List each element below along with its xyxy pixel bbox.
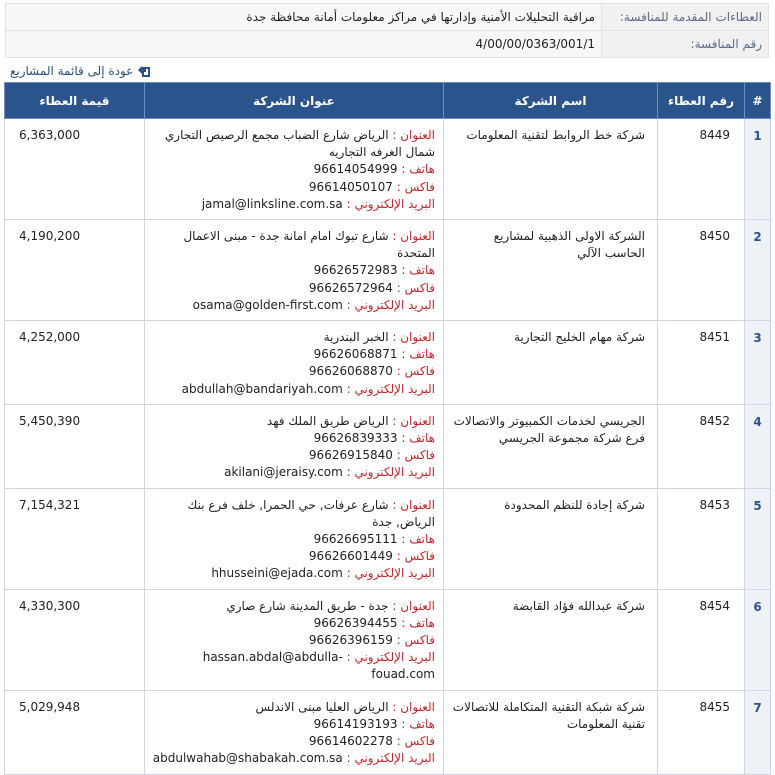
col-header-company-name[interactable]: اسم الشركة (444, 83, 658, 119)
address-value: شارع تبوك امام امانة جدة - مبنى الاعمال المتحدة (183, 229, 435, 261)
email-value: akilani@jeraisy.com (224, 465, 343, 480)
table-row (5, 321, 771, 405)
offers-row (6, 4, 769, 31)
fax-label: فاكس : (396, 280, 435, 295)
email-label: البريد الإلكتروني : (346, 196, 435, 211)
table-row (5, 690, 771, 774)
address-value: الخبر البندرية (323, 330, 389, 345)
email-line (151, 297, 435, 314)
bid-value: 5,029,948 (5, 690, 145, 774)
company-name: شركة شبكة التقنية المتكاملة للاتصالات تقنية المعلومات (444, 690, 658, 774)
email-label: البريد الإلكتروني : (346, 381, 435, 396)
email-value: hhusseini@ejada.com (211, 566, 343, 581)
tender-info-table (5, 3, 769, 58)
phone-line (151, 161, 435, 178)
email-label: البريد الإلكتروني : (346, 297, 435, 312)
phone-label: هاتف : (401, 347, 435, 362)
phone-line (151, 430, 435, 447)
address-label: العنوان : (392, 598, 435, 613)
phone-line (151, 346, 435, 363)
address-label: العنوان : (392, 497, 435, 512)
company-name: الشركة الاولى الذهبية لمشاريع الحاسب الآلي (444, 220, 658, 321)
phone-label: هاتف : (401, 431, 435, 446)
bid-number: 8449 (658, 119, 745, 220)
phone-line (151, 615, 435, 632)
fax-line (151, 363, 435, 380)
company-address (145, 690, 444, 774)
email-value: abdulwahab@shabakah.com.sa (152, 751, 343, 766)
table-row (5, 589, 771, 690)
phone-line (151, 531, 435, 548)
phone-label: هاتف : (401, 615, 435, 630)
fax-value: 96626915840 (308, 448, 393, 463)
email-value: hassan.abdal@abdulla-fouad.com (202, 650, 435, 682)
phone-value: 96626572983 (313, 263, 398, 278)
tender-number-row (6, 31, 769, 58)
fax-line (151, 280, 435, 297)
bid-number: 8451 (658, 321, 745, 405)
row-index: 4 (745, 404, 771, 488)
row-index: 5 (745, 488, 771, 589)
phone-line (151, 262, 435, 279)
table-row (5, 404, 771, 488)
company-address (145, 589, 444, 690)
phone-label: هاتف : (401, 263, 435, 278)
email-value: osama@golden-first.com (192, 297, 343, 312)
tender-number-label: رقم المنافسة: (602, 31, 769, 58)
fax-value: 96614602278 (308, 734, 393, 749)
address-label: العنوان : (392, 330, 435, 345)
col-header-index[interactable]: # (745, 83, 771, 119)
fax-line (151, 733, 435, 750)
bid-value: 4,252,000 (5, 321, 145, 405)
fax-line (151, 632, 435, 649)
bid-number: 8453 (658, 488, 745, 589)
bid-number: 8455 (658, 690, 745, 774)
fax-label: فاكس : (396, 179, 435, 194)
row-index: 6 (745, 589, 771, 690)
phone-label: هاتف : (401, 716, 435, 731)
table-row (5, 220, 771, 321)
back-link-label[interactable]: عودة إلى قائمة المشاريع (10, 64, 134, 78)
address-line (151, 228, 435, 262)
address-line (151, 497, 435, 531)
email-line (151, 381, 435, 398)
phone-value: 96626394455 (313, 615, 398, 630)
row-index: 2 (745, 220, 771, 321)
bid-value: 6,363,000 (5, 119, 145, 220)
table-row (5, 119, 771, 220)
bids-table (4, 82, 771, 775)
phone-value: 96626695111 (313, 532, 398, 547)
company-address (145, 488, 444, 589)
phone-value: 96614054999 (313, 162, 398, 177)
address-value: الرياض شارع الضباب مجمع الرصيص التجاري شمال الغرفه التجاريه (164, 128, 435, 160)
col-header-bid-value[interactable]: قيمة العطاء (5, 83, 145, 119)
email-value: abdullah@bandariyah.com (181, 381, 343, 396)
email-label: البريد الإلكتروني : (346, 566, 435, 581)
phone-line (151, 716, 435, 733)
address-line (151, 413, 435, 430)
company-address (145, 404, 444, 488)
address-label: العنوان : (392, 413, 435, 428)
company-address (145, 321, 444, 405)
fax-value: 96626601449 (308, 549, 393, 564)
address-line (151, 127, 435, 161)
company-name: شركة خط الروابط لتقنية المعلومات (444, 119, 658, 220)
fax-value: 96626396159 (308, 633, 393, 648)
email-label: البريد الإلكتروني : (346, 650, 435, 665)
address-line (151, 329, 435, 346)
phone-value: 96626068871 (313, 347, 398, 362)
phone-label: هاتف : (401, 162, 435, 177)
email-value: jamal@linksline.com.sa (201, 196, 343, 211)
fax-label: فاكس : (396, 734, 435, 749)
email-label: البريد الإلكتروني : (346, 751, 435, 766)
email-label: البريد الإلكتروني : (346, 465, 435, 480)
fax-label: فاكس : (396, 549, 435, 564)
address-line (151, 699, 435, 716)
fax-value: 96626572964 (308, 280, 393, 295)
bid-number: 8454 (658, 589, 745, 690)
address-line (151, 598, 435, 615)
fax-line (151, 548, 435, 565)
row-index: 7 (745, 690, 771, 774)
company-name: الجريسي لخدمات الكمبيوتر والاتصالات فرع شركة مجموعة الجريسي (444, 404, 658, 488)
email-line (151, 649, 435, 683)
fax-value: 96626068870 (308, 364, 393, 379)
fax-value: 96614050107 (308, 179, 393, 194)
company-address (145, 119, 444, 220)
col-header-company-address[interactable]: عنوان الشركة (145, 83, 444, 119)
bid-number: 8450 (658, 220, 745, 321)
address-value: جدة - طريق المدينة شارع صاري (226, 598, 389, 613)
table-row (5, 488, 771, 589)
bid-value: 7,154,321 (5, 488, 145, 589)
table-header-row (5, 83, 771, 119)
email-line (151, 750, 435, 767)
address-value: الرياض العليا مبنى الاندلس (255, 699, 389, 714)
fax-label: فاكس : (396, 633, 435, 648)
company-address (145, 220, 444, 321)
bid-value: 4,330,300 (5, 589, 145, 690)
bid-value: 5,450,390 (5, 404, 145, 488)
back-to-projects-link[interactable] (10, 63, 151, 79)
email-line (151, 196, 435, 213)
bid-number: 8452 (658, 404, 745, 488)
phone-label: هاتف : (401, 532, 435, 547)
back-arrow-icon (137, 64, 151, 78)
tender-number-value: 4/00/00/0363/001/1 (6, 31, 602, 58)
col-header-bid-number[interactable]: رقم العطاء (658, 83, 745, 119)
row-index: 3 (745, 321, 771, 405)
address-value: الرياض طريق الملك فهد (266, 413, 389, 428)
address-value: شارع عرفات, حي الحمرا, خلف فرع بنك الرياض, جدة (187, 497, 435, 529)
bid-value: 4,190,200 (5, 220, 145, 321)
offers-label: العطاءات المقدمة للمنافسة: (602, 4, 769, 31)
company-name: شركة إجادة للنظم المحدودة (444, 488, 658, 589)
fax-line (151, 179, 435, 196)
phone-value: 96614193193 (313, 716, 398, 731)
fax-line (151, 447, 435, 464)
offers-value: مراقبة التحليلات الأمنية وإدارتها في مراكز معلومات أمانة محافظة جدة (6, 4, 602, 31)
fax-label: فاكس : (396, 448, 435, 463)
address-label: العنوان : (392, 699, 435, 714)
fax-label: فاكس : (396, 364, 435, 379)
address-label: العنوان : (392, 128, 435, 142)
company-name: شركة مهام الخليج التجارية (444, 321, 658, 405)
email-line (151, 565, 435, 582)
row-index: 1 (745, 119, 771, 220)
address-label: العنوان : (392, 229, 435, 244)
email-line (151, 464, 435, 481)
phone-value: 96626839333 (313, 431, 398, 446)
company-name: شركة عبدالله فؤاد القابضة (444, 589, 658, 690)
